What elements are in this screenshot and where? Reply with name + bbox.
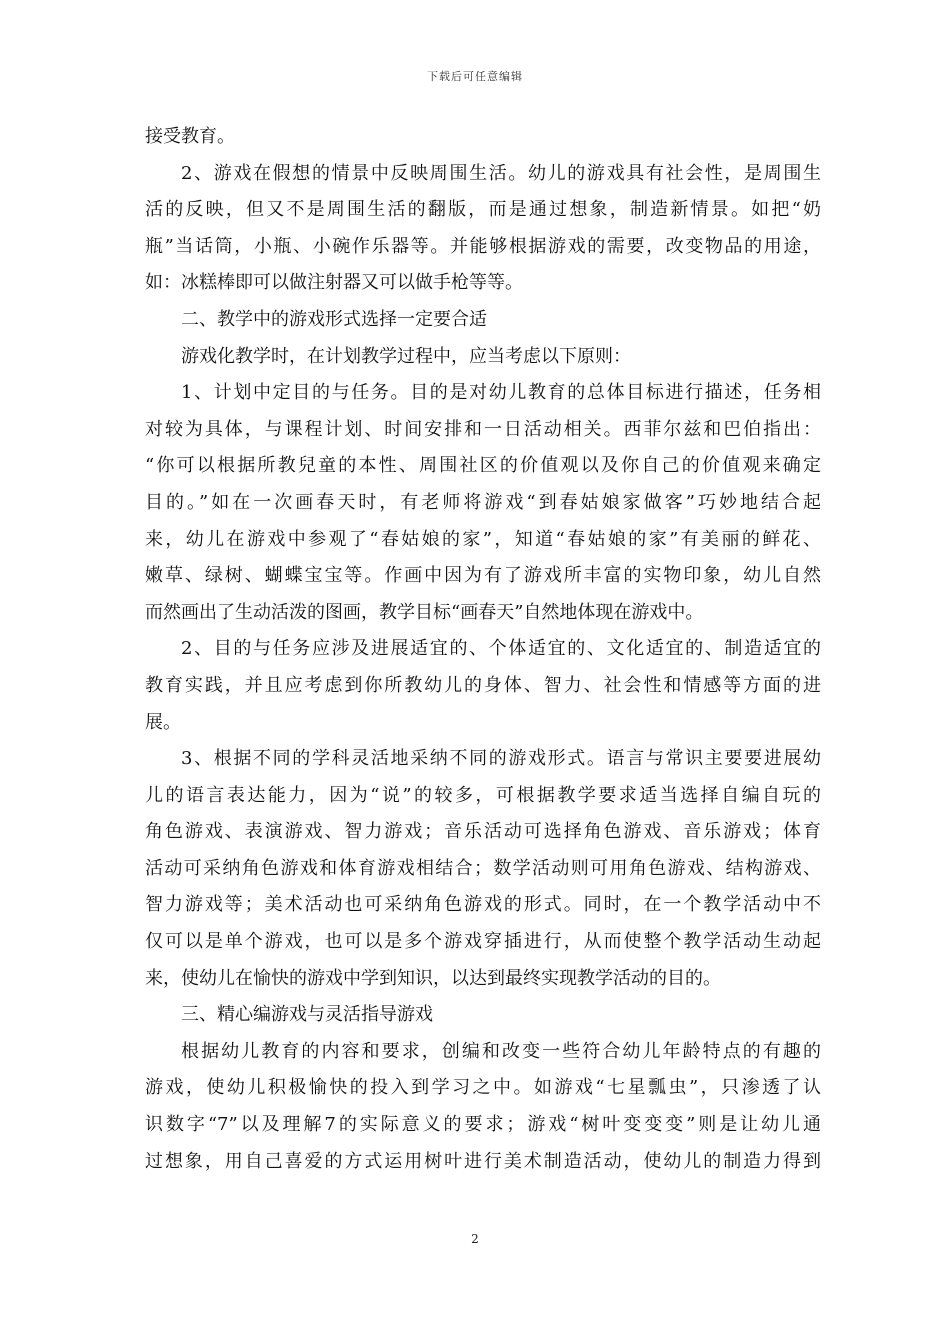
paragraph-line: 展。 <box>145 711 181 733</box>
paragraph-line: 过想象，用自己喜爱的方式运用树叶进行美术制造活动，使幼儿的制造力得到 <box>145 1150 821 1172</box>
paragraph-line: 智力游戏等；美术活动也可采纳角色游戏的形式。同时，在一个教学活动中不 <box>145 894 821 916</box>
paragraph-line: 目的。”如在一次画春天时，有老师将游戏“到春姑娘家做客”巧妙地结合起 <box>145 491 821 513</box>
paragraph-line: 对较为具体，与课程计划、时间安排和一日活动相关。西菲尔兹和巴伯指出： <box>145 418 821 440</box>
paragraph-line: 教育实践，并且应考虑到你所教幼儿的身体、智力、社会性和情感等方面的进 <box>145 674 821 696</box>
paragraph-line: 角色游戏、表演游戏、智力游戏；音乐活动可选择角色游戏、音乐游戏；体育 <box>145 821 821 843</box>
section-heading: 游戏化教学时，在计划教学过程中，应当考虑以下原则： <box>181 345 631 367</box>
page-header: 下载后可任意编辑 <box>427 70 523 83</box>
paragraph-line: 接受教育。 <box>145 126 235 147</box>
paragraph-line: 1、计划中定目的与任务。目的是对幼儿教育的总体目标进行描述，任务相 <box>181 382 821 404</box>
paragraph-line: 而然画出了生动活泼的图画，教学目标“画春天”自然地体现在游戏中。 <box>145 601 704 623</box>
paragraph-line: 3、根据不同的学科灵活地采纳不同的游戏形式。语言与常识主要要进展幼 <box>181 748 821 770</box>
paragraph-line: 儿的语言表达能力，因为“说”的较多，可根据教学要求适当选择自编自玩的 <box>145 784 821 806</box>
paragraph-line: 根据幼儿教育的内容和要求，创编和改变一些符合幼儿年龄特点的有趣的 <box>181 1040 821 1062</box>
paragraph-line: 2、目的与任务应涉及进展适宜的、个体适宜的、文化适宜的、制造适宜的 <box>181 638 821 660</box>
paragraph-line: “你可以根据所教兒童的本性、周围社区的价值观以及你自己的价值观来确定 <box>145 455 821 477</box>
page-number: 2 <box>471 1232 479 1246</box>
paragraph-line: 识数字“7”以及理解7的实际意义的要求；游戏“树叶变变变”则是让幼儿通 <box>145 1114 821 1136</box>
paragraph-line: 来，使幼儿在愉快的游戏中学到知识，以达到最终实现教学活动的目的。 <box>145 967 721 989</box>
paragraph-line: 活动可采纳角色游戏和体育游戏相结合；数学活动则可用角色游戏、结构游戏、 <box>145 857 821 879</box>
section-heading: 三、精心编游戏与灵活指导游戏 <box>181 1004 433 1026</box>
paragraph-line: 游戏，使幼儿积极愉快的投入到学习之中。如游戏“七星瓢虫”，只渗透了认 <box>145 1077 821 1099</box>
paragraph-line: 仅可以是单个游戏，也可以是多个游戏穿插进行，从而使整个教学活动生动起 <box>145 931 821 953</box>
paragraph-line: 活的反映，但又不是周围生活的翻版，而是通过想象，制造新情景。如把“奶 <box>145 199 821 221</box>
paragraph-line: 如：冰糕棒即可以做注射器又可以做手枪等等。 <box>145 272 523 294</box>
paragraph-line: 来，幼儿在游戏中参观了“春姑娘的家”，知道“春姑娘的家”有美丽的鲜花、 <box>145 528 821 550</box>
document-body <box>145 119 821 1180</box>
paragraph-line: 2、游戏在假想的情景中反映周围生活。幼儿的游戏具有社会性，是周围生 <box>181 162 821 184</box>
section-heading: 二、教学中的游戏形式选择一定要合适 <box>181 308 487 330</box>
paragraph-line: 嫩草、绿树、蝴蝶宝宝等。作画中因为有了游戏所丰富的实物印象，幼儿自然 <box>145 565 821 587</box>
paragraph-line: 瓶”当话筒，小瓶、小碗作乐器等。并能够根据游戏的需要，改变物品的用途， <box>145 235 821 257</box>
